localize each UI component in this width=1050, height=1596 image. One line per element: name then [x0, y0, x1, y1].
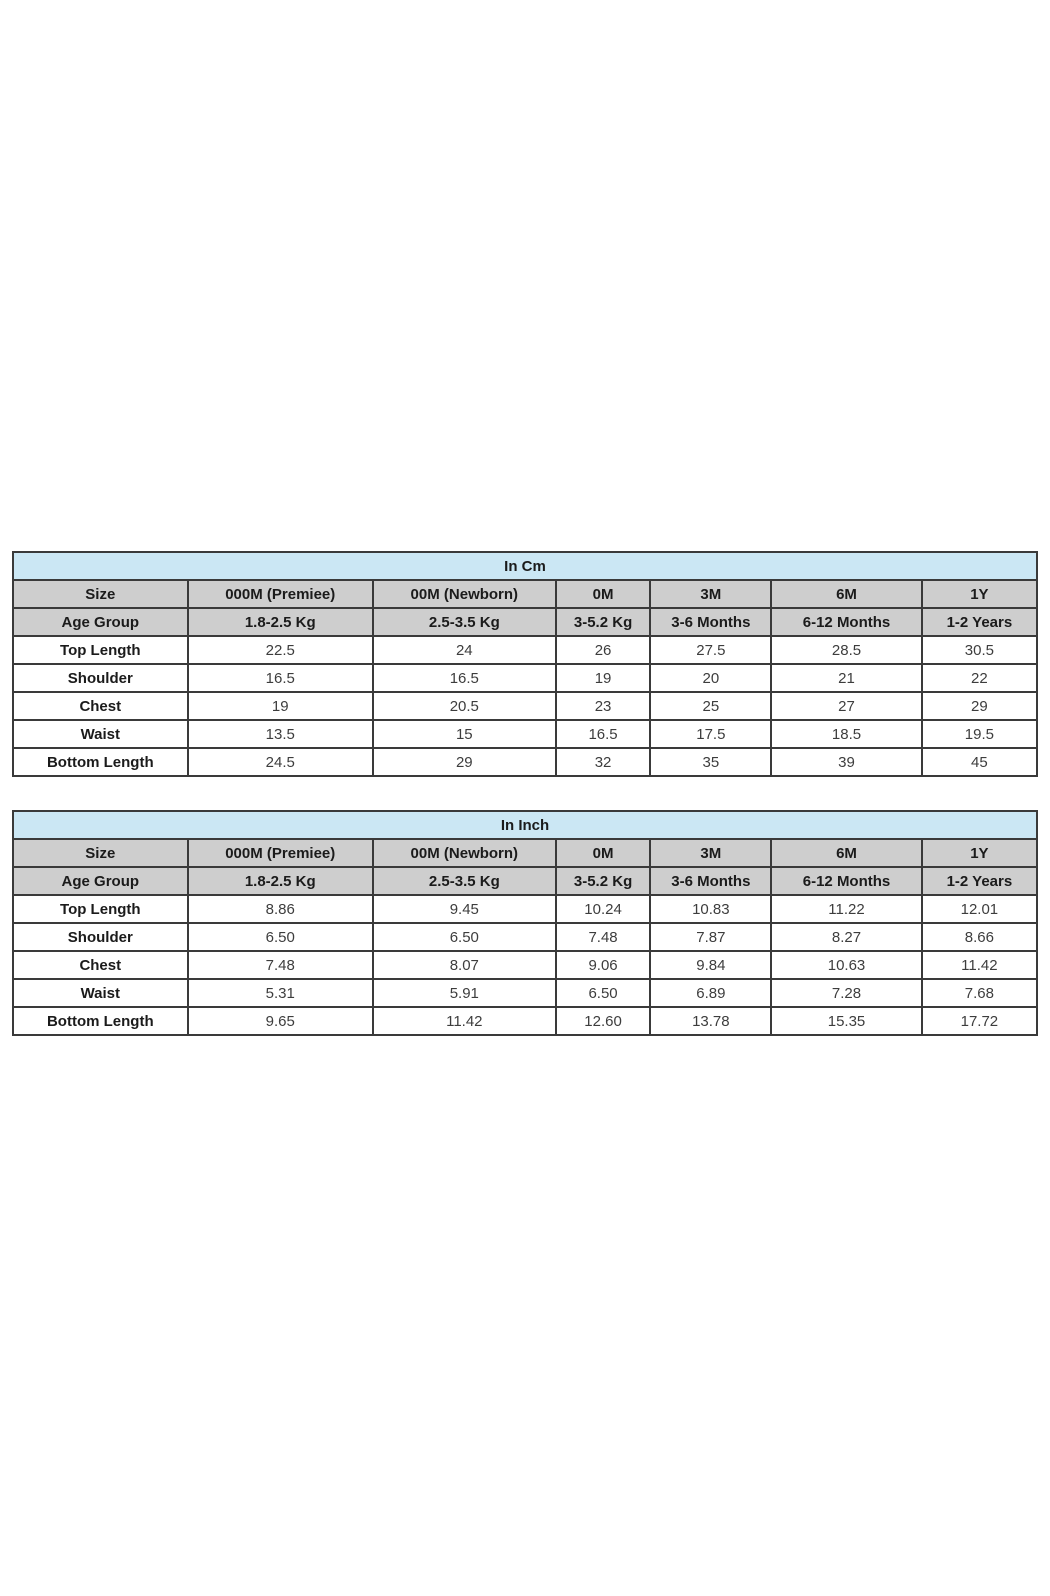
size-header-row-cell: 3M	[650, 839, 771, 867]
measurement-value: 20.5	[373, 692, 556, 720]
measurement-value: 8.66	[922, 923, 1037, 951]
age-header-row-cell: 1.8-2.5 Kg	[188, 867, 373, 895]
measurement-value: 10.63	[771, 951, 922, 979]
size-header-row-cell: 6M	[771, 580, 922, 608]
measurement-value: 8.27	[771, 923, 922, 951]
measurement-value: 20	[650, 664, 771, 692]
measurement-value: 13.78	[650, 1007, 771, 1035]
age-header-row-cell: 1-2 Years	[922, 867, 1037, 895]
measurement-value: 6.89	[650, 979, 771, 1007]
age-header-row-cell: 6-12 Months	[771, 867, 922, 895]
measurement-value: 29	[373, 748, 556, 776]
size-table-in-cm	[12, 551, 1038, 777]
measurement-value: 17.5	[650, 720, 771, 748]
measurement-row	[13, 895, 1037, 923]
row-label: Chest	[13, 951, 188, 979]
measurement-value: 7.87	[650, 923, 771, 951]
measurement-row	[13, 692, 1037, 720]
measurement-value: 9.06	[556, 951, 651, 979]
measurement-value: 23	[556, 692, 651, 720]
age-header-row-cell: 1-2 Years	[922, 608, 1037, 636]
measurement-row	[13, 923, 1037, 951]
measurement-value: 5.91	[373, 979, 556, 1007]
measurement-row	[13, 636, 1037, 664]
measurement-value: 9.65	[188, 1007, 373, 1035]
measurement-value: 27	[771, 692, 922, 720]
measurement-value: 16.5	[373, 664, 556, 692]
measurement-value: 8.07	[373, 951, 556, 979]
measurement-value: 16.5	[188, 664, 373, 692]
row-label: Chest	[13, 692, 188, 720]
size-header-row-cell: 00M (Newborn)	[373, 839, 556, 867]
measurement-value: 11.22	[771, 895, 922, 923]
size-header-row-cell: 1Y	[922, 839, 1037, 867]
measurement-row	[13, 951, 1037, 979]
measurement-value: 15	[373, 720, 556, 748]
size-header-row-cell: 0M	[556, 839, 651, 867]
size-header-row-cell: 0M	[556, 580, 651, 608]
measurement-value: 10.83	[650, 895, 771, 923]
measurement-value: 26	[556, 636, 651, 664]
measurement-value: 15.35	[771, 1007, 922, 1035]
measurement-value: 19	[188, 692, 373, 720]
measurement-value: 35	[650, 748, 771, 776]
measurement-row	[13, 1007, 1037, 1035]
measurement-value: 7.68	[922, 979, 1037, 1007]
measurement-value: 6.50	[556, 979, 651, 1007]
table-title-row-in-cm	[13, 552, 1037, 580]
age-header-row-cell: 2.5-3.5 Kg	[373, 867, 556, 895]
measurement-value: 25	[650, 692, 771, 720]
measurement-value: 7.28	[771, 979, 922, 1007]
row-label: Bottom Length	[13, 748, 188, 776]
age-header-row-cell: 3-5.2 Kg	[556, 867, 651, 895]
measurement-value: 11.42	[922, 951, 1037, 979]
measurement-row	[13, 664, 1037, 692]
measurement-row	[13, 720, 1037, 748]
measurement-value: 24	[373, 636, 556, 664]
table-title-in-inch: In Inch	[13, 811, 1037, 839]
measurement-value: 21	[771, 664, 922, 692]
measurement-value: 16.5	[556, 720, 651, 748]
measurement-value: 12.01	[922, 895, 1037, 923]
age-header-row-cell: 1.8-2.5 Kg	[188, 608, 373, 636]
age-header-row	[13, 867, 1037, 895]
measurement-value: 28.5	[771, 636, 922, 664]
row-label: Waist	[13, 979, 188, 1007]
measurement-value: 7.48	[188, 951, 373, 979]
age-header-row-cell: 3-6 Months	[650, 608, 771, 636]
age-header-row-cell: 3-5.2 Kg	[556, 608, 651, 636]
measurement-value: 22.5	[188, 636, 373, 664]
measurement-value: 19	[556, 664, 651, 692]
row-label: Bottom Length	[13, 1007, 188, 1035]
measurement-value: 6.50	[188, 923, 373, 951]
measurement-value: 24.5	[188, 748, 373, 776]
measurement-row	[13, 979, 1037, 1007]
size-table-in-inch	[12, 810, 1038, 1036]
measurement-value: 32	[556, 748, 651, 776]
row-label: Waist	[13, 720, 188, 748]
size-header-row	[13, 580, 1037, 608]
measurement-value: 10.24	[556, 895, 651, 923]
size-header-row	[13, 839, 1037, 867]
measurement-value: 7.48	[556, 923, 651, 951]
age-header-row-cell: 2.5-3.5 Kg	[373, 608, 556, 636]
measurement-value: 5.31	[188, 979, 373, 1007]
row-label: Top Length	[13, 636, 188, 664]
measurement-value: 13.5	[188, 720, 373, 748]
size-header-row-label: Size	[13, 580, 188, 608]
row-label: Shoulder	[13, 664, 188, 692]
measurement-value: 9.84	[650, 951, 771, 979]
measurement-value: 6.50	[373, 923, 556, 951]
age-header-row-cell: 6-12 Months	[771, 608, 922, 636]
size-header-row-cell: 6M	[771, 839, 922, 867]
measurement-value: 17.72	[922, 1007, 1037, 1035]
measurement-value: 22	[922, 664, 1037, 692]
table-title-in-cm: In Cm	[13, 552, 1037, 580]
measurement-value: 12.60	[556, 1007, 651, 1035]
age-header-row-cell: 3-6 Months	[650, 867, 771, 895]
size-header-row-label: Size	[13, 839, 188, 867]
size-header-row-cell: 000M (Premiee)	[188, 839, 373, 867]
age-header-row-label: Age Group	[13, 608, 188, 636]
size-header-row-cell: 1Y	[922, 580, 1037, 608]
measurement-value: 9.45	[373, 895, 556, 923]
age-header-row	[13, 608, 1037, 636]
measurement-row	[13, 748, 1037, 776]
measurement-value: 30.5	[922, 636, 1037, 664]
measurement-value: 18.5	[771, 720, 922, 748]
measurement-value: 27.5	[650, 636, 771, 664]
row-label: Shoulder	[13, 923, 188, 951]
table-title-row-in-inch	[13, 811, 1037, 839]
measurement-value: 11.42	[373, 1007, 556, 1035]
measurement-value: 8.86	[188, 895, 373, 923]
size-header-row-cell: 000M (Premiee)	[188, 580, 373, 608]
measurement-value: 45	[922, 748, 1037, 776]
measurement-value: 39	[771, 748, 922, 776]
measurement-value: 29	[922, 692, 1037, 720]
age-header-row-label: Age Group	[13, 867, 188, 895]
size-header-row-cell: 00M (Newborn)	[373, 580, 556, 608]
row-label: Top Length	[13, 895, 188, 923]
size-header-row-cell: 3M	[650, 580, 771, 608]
measurement-value: 19.5	[922, 720, 1037, 748]
